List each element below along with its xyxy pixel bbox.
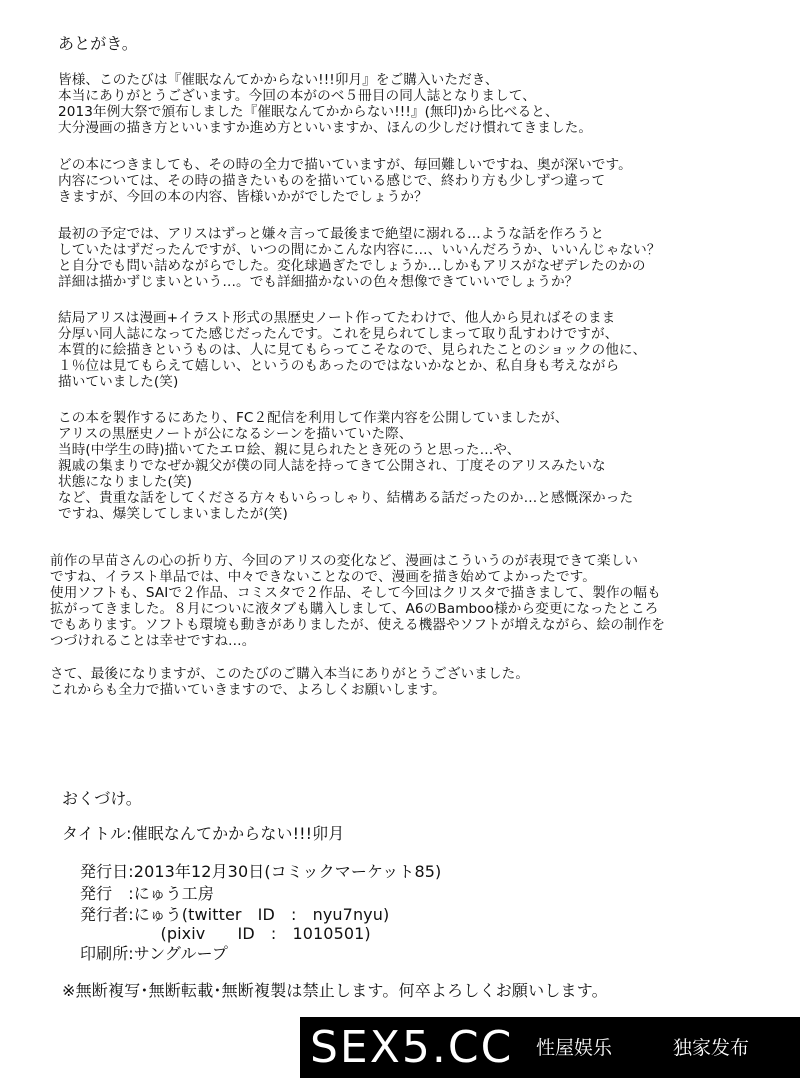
watermark-banner [300, 1017, 800, 1078]
colophon-issue-date: 発行日:2013年12月30日(コミックマーケット85) [80, 862, 442, 881]
afterword-line: 分厚い同人誌になってた感じだったんです。これを見られてしまって取り乱すわけですが、 [58, 326, 619, 342]
colophon-pixiv: (pixiv ID : 1010501) [80, 924, 371, 943]
afterword-line: きますが、今回の本の内容、皆様いかがでしたでしょうか？ [58, 189, 428, 205]
afterword-line: 大分漫画の描き方といいますか進め方といいますか、ほんの少しだけ慣れてきました。 [58, 120, 593, 136]
afterword-line: と自分でも問い詰めながらでした。変化球過ぎたでしょうか…しかもアリスがなぜデレたのかの [58, 258, 646, 274]
afterword-line: どの本につきましても、その時の全力で描いていますが、毎回難しいですね、奥が深いです。 [58, 157, 632, 173]
afterword-line: 状態になりました(笑) [58, 474, 193, 490]
afterword-line: 本質的に絵描きというものは、人に見てもらってこそなので、見られたことのショックの他に、 [58, 342, 647, 358]
afterword-line: アリスの黒歴史ノートが公になるシーンを描いていた際、 [58, 426, 413, 442]
afterword-line: さて、最後になりますが、このたびのご購入本当にありがとうございました。 [50, 666, 530, 682]
afterword-line: 2013年例大祭で頒布しました『催眠なんてかからない!!!』(無印)から比べると、 [58, 104, 559, 120]
afterword-line: つづけれることは幸せですね…。 [50, 633, 256, 649]
afterword-line: ですね、爆笑してしまいましたが(笑) [58, 506, 288, 522]
afterword-line: 最初の予定では、アリスはずっと嫌々言って最後まで絶望に溺れる…ような話を作ろうと [58, 226, 605, 242]
afterword-line: 描いていました(笑) [58, 374, 179, 390]
colophon-title: タイトル:催眠なんてかからない!!!卯月 [62, 824, 345, 843]
afterword-line: 詳細は描かずじまいという…。でも詳細描かないの色々想像できていいでしょうか？ [58, 274, 579, 290]
afterword-line: など、貴重な話をしてくださる方々もいらっしゃり、結構ある話だったのか…と感慨深かった [58, 490, 634, 506]
watermark-logo: SEX5.CC [310, 1022, 514, 1073]
afterword-line: でもあります。ソフトも環境も動きがありましたが、使える機器やソフトが増えながら、絵の制作を [50, 617, 666, 633]
afterword-line: 皆様、このたびは『催眠なんてかからない!!!卯月』をご購入いただき、 [58, 72, 499, 88]
afterword-line: 内容については、その時の描きたいものを描いている感じで、終わり方も少しずつ違って [58, 173, 606, 189]
afterword-line: していたはずだったんですが、いつの間にかこんな内容に…、いいんだろうか、いいんじゃない？ [58, 242, 661, 258]
afterword-line: これからも全力で描いていきますので、よろしくお願いします。 [50, 682, 446, 698]
afterword-line: この本を製作するにあたり、FC２配信を利用して作業内容を公開していましたが、 [58, 410, 569, 426]
afterword-line: 使用ソフトも、SAIで２作品、コミスタで２作品、そして今回はクリスタで描きまして、製作の幅も [50, 585, 661, 601]
colophon-publisher: 発行 :にゅう工房 [80, 884, 214, 903]
afterword-line: 前作の早苗さんの心の折り方、今回のアリスの変化など、漫画はこういうのが表現できて楽しい [50, 553, 639, 569]
afterword-line: 結局アリスは漫画+イラスト形式の黒歴史ノート作ってたわけで、他人から見ればそのまま [58, 310, 616, 326]
afterword-line: 当時(中学生の時)描いてたエロ絵、親に見られたとき死のうと思った…や、 [58, 442, 521, 458]
afterword-line: 拡がってきました。８月についに液タブも購入しまして、A6のBamboo様から変更になったところ [50, 601, 659, 617]
copyright-notice: ※無断複写･無断転載･無断複製は禁止します。何卒よろしくお願いします。 [62, 981, 608, 1000]
afterword-heading: あとがき。 [58, 34, 138, 53]
colophon-heading: おくづけ。 [62, 789, 142, 808]
afterword-line: １％位は見てもらえて嬉しい、というのもあったのではないかなとか、私自身も考えながら [58, 358, 620, 374]
afterword-line: ですね、イラスト単品では、中々できないことなので、漫画を描き始めてよかったです。 [50, 569, 596, 585]
colophon-printer: 印刷所:サングループ [80, 944, 228, 963]
watermark-tag: 独家发布 [673, 1037, 750, 1059]
afterword-line: 本当にありがとうございます。今回の本がのベ５冊目の同人誌となりまして、 [58, 88, 536, 104]
watermark-tag: 性屋娱乐 [536, 1037, 613, 1059]
afterword-line: 親戚の集まりでなぜか親父が僕の同人誌を持ってきて公開され、丁度そのアリスみたいな [58, 458, 606, 474]
colophon-issuer: 発行者:にゅう(twitter ID : nyu7nyu) [80, 905, 390, 924]
